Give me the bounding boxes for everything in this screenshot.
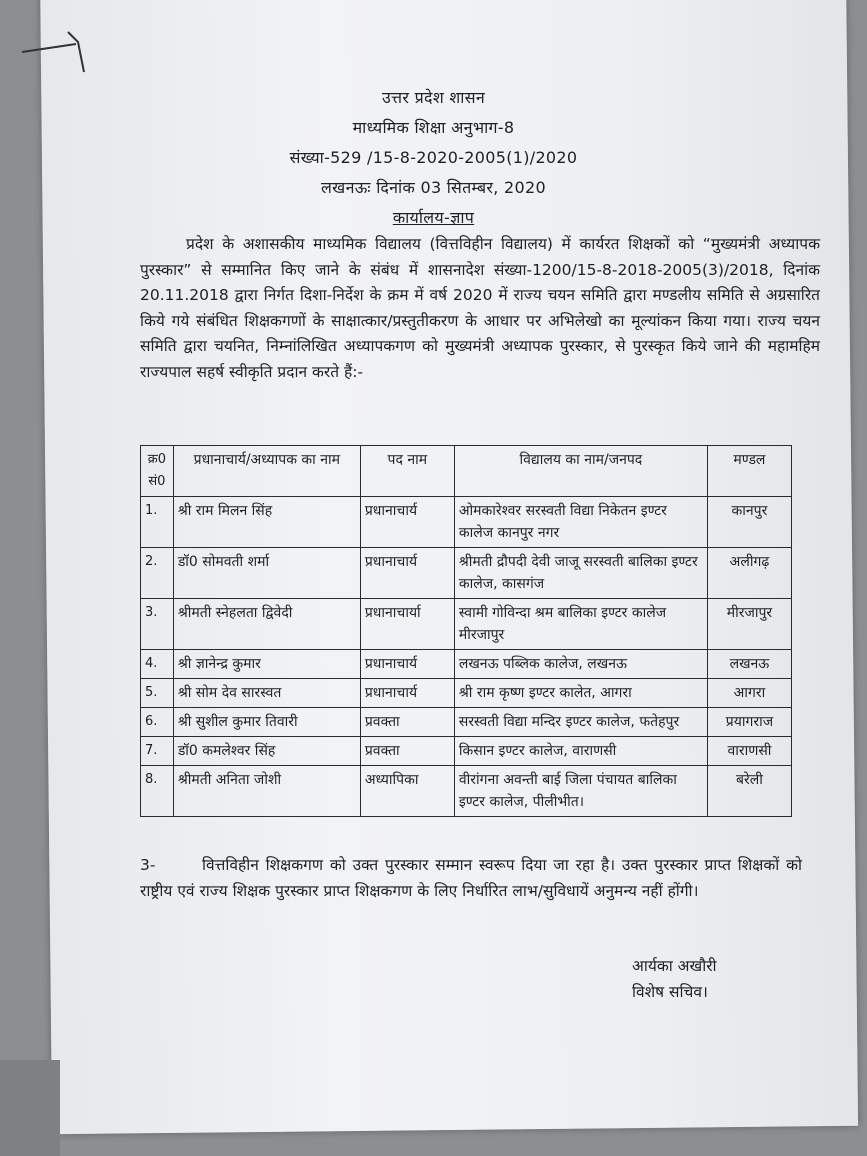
header-department: माध्यमिक शिक्षा अनुभाग-8 bbox=[352, 118, 515, 137]
cell-designation: प्रधानाचार्य bbox=[360, 679, 454, 708]
cell-name: डॉ0 सोमवती शर्मा bbox=[173, 548, 360, 599]
header-serial: क्र0 सं0 bbox=[141, 446, 174, 497]
cell-division: लखनऊ bbox=[707, 650, 791, 679]
cell-school: लखनऊ पब्लिक कालेज, लखनऊ bbox=[454, 650, 707, 679]
cell-serial: 2. bbox=[141, 548, 174, 599]
cell-serial: 4. bbox=[141, 650, 174, 679]
cell-school: ओमकारेश्वर सरस्वती विद्या निकेतन इण्टर कालेज कानपुर नगर bbox=[454, 497, 707, 548]
table-row bbox=[141, 548, 792, 599]
cell-school: श्री राम कृष्ण इण्टर कालेत, आगरा bbox=[454, 679, 707, 708]
cell-name: डॉ0 कमलेश्वर सिंह bbox=[173, 737, 360, 766]
cell-name: श्रीमती अनिता जोशी bbox=[173, 766, 360, 817]
cell-name: श्री सुशील कुमार तिवारी bbox=[173, 708, 360, 737]
cell-school: किसान इण्टर कालेज, वाराणसी bbox=[454, 737, 707, 766]
cell-name: श्री सोम देव सारस्वत bbox=[173, 679, 360, 708]
cell-division: वाराणसी bbox=[707, 737, 791, 766]
cell-serial: 8. bbox=[141, 766, 174, 817]
header-school: विद्यालय का नाम/जनपद bbox=[454, 446, 707, 497]
header-name: प्रधानाचार्य/अध्यापक का नाम bbox=[173, 446, 360, 497]
table-row bbox=[141, 737, 792, 766]
background-surface bbox=[0, 1060, 60, 1156]
paragraph-3 bbox=[140, 852, 802, 904]
cell-designation: प्रधानाचार्य bbox=[360, 548, 454, 599]
cell-serial: 7. bbox=[141, 737, 174, 766]
signatory-designation: विशेष सचिव। bbox=[632, 983, 708, 1001]
cell-division: अलीगढ़ bbox=[707, 548, 791, 599]
cell-serial: 6. bbox=[141, 708, 174, 737]
cell-designation: प्रधानाचार्य bbox=[360, 497, 454, 548]
table-row bbox=[141, 599, 792, 650]
header-reference-number: संख्या-529 /15-8-2020-2005(1)/2020 bbox=[289, 148, 578, 167]
paragraph-3-number: 3- bbox=[140, 856, 156, 874]
header-division: मण्डल bbox=[707, 446, 791, 497]
cell-serial: 1. bbox=[141, 497, 174, 548]
cell-designation: प्रवक्ता bbox=[360, 708, 454, 737]
cell-name: श्री ज्ञानेन्द्र कुमार bbox=[173, 650, 360, 679]
table-row bbox=[141, 766, 792, 817]
table-row bbox=[141, 708, 792, 737]
table-row bbox=[141, 497, 792, 548]
document-type: कार्यालय-ज्ञाप bbox=[392, 208, 475, 227]
cell-division: प्रयागराज bbox=[707, 708, 791, 737]
cell-designation: प्रधानाचार्य bbox=[360, 650, 454, 679]
cell-designation: प्रवक्ता bbox=[360, 737, 454, 766]
cell-designation: प्रधानाचार्या bbox=[360, 599, 454, 650]
cell-division: कानपुर bbox=[707, 497, 791, 548]
table-row bbox=[141, 679, 792, 708]
cell-school: श्रीमती द्रौपदी देवी जाजू सरस्वती बालिका इण्टर कालेज, कासगंज bbox=[454, 548, 707, 599]
table-row bbox=[141, 650, 792, 679]
cell-name: श्री राम मिलन सिंह bbox=[173, 497, 360, 548]
awardees-table bbox=[140, 445, 792, 817]
header-govt: उत्तर प्रदेश शासन bbox=[381, 88, 486, 107]
header-designation: पद नाम bbox=[360, 446, 454, 497]
cell-name: श्रीमती स्नेहलता द्विवेदी bbox=[173, 599, 360, 650]
cell-school: स्वामी गोविन्दा श्रम बालिका इण्टर कालेज मीरजापुर bbox=[454, 599, 707, 650]
pen-mark-icon bbox=[20, 28, 110, 78]
cell-serial: 5. bbox=[141, 679, 174, 708]
header-date: लखनऊः दिनांक 03 सितम्बर, 2020 bbox=[321, 178, 546, 197]
signatory-name: आर्यका अखौरी bbox=[632, 957, 717, 975]
cell-division: मीरजापुर bbox=[707, 599, 791, 650]
cell-serial: 3. bbox=[141, 599, 174, 650]
cell-division: बरेली bbox=[707, 766, 791, 817]
table-header-row bbox=[141, 446, 792, 497]
cell-school: वीरांगना अवन्ती बाई जिला पंचायत बालिका इण्टर कालेज, पीलीभीत। bbox=[454, 766, 707, 817]
cell-division: आगरा bbox=[707, 679, 791, 708]
cell-designation: अध्यापिका bbox=[360, 766, 454, 817]
intro-paragraph: प्रदेश के अशासकीय माध्यमिक विद्यालय (वित्तविहीन विद्यालय) में कार्यरत शिक्षकों को “मुख्यमंत्री अध्यापक पुरस्कार” से सम्मानित किए जाने के संबंध में शासनादेश संख्या-1200/15-8-2018-2005(3)/2018, दिनांक 20.11.2018 द्वारा निर्गत दिशा-निर्देश के क्रम में वर्ष 2020 में राज्य चयन समिति द्वारा मण्डलीय समिति से अग्रसारित किये गये संबंधित शिक्षकगणों के साक्षात्कार/प्रस्तुतीकरण के आधार पर अभिलेखो का मूल्यांकन किया गया। राज्य चयन समिति द्वारा चयनित, निम्नांलिखित अध्यापकगण को मुख्यमंत्री अध्यापक पुरस्कार, से पुरस्कृत किये जाने की महामहिम राज्यपाल सहर्ष स्वीकृति प्रदान करते हैं:- bbox=[140, 235, 820, 381]
paragraph-3-text: वित्तविहीन शिक्षकगण को उक्त पुरस्कार सम्मान स्वरूप दिया जा रहा है। उक्त पुरस्कार प्राप्त शिक्षकों को राष्ट्रीय एवं राज्य शिक्षक पुरस्कार प्राप्त शिक्षकगण के लिए निर्धारित लाभ/सुविधायें अनुमन्य नहीं होंगी। bbox=[140, 856, 802, 900]
cell-school: सरस्वती विद्या मन्दिर इण्टर कालेज, फतेहपुर bbox=[454, 708, 707, 737]
